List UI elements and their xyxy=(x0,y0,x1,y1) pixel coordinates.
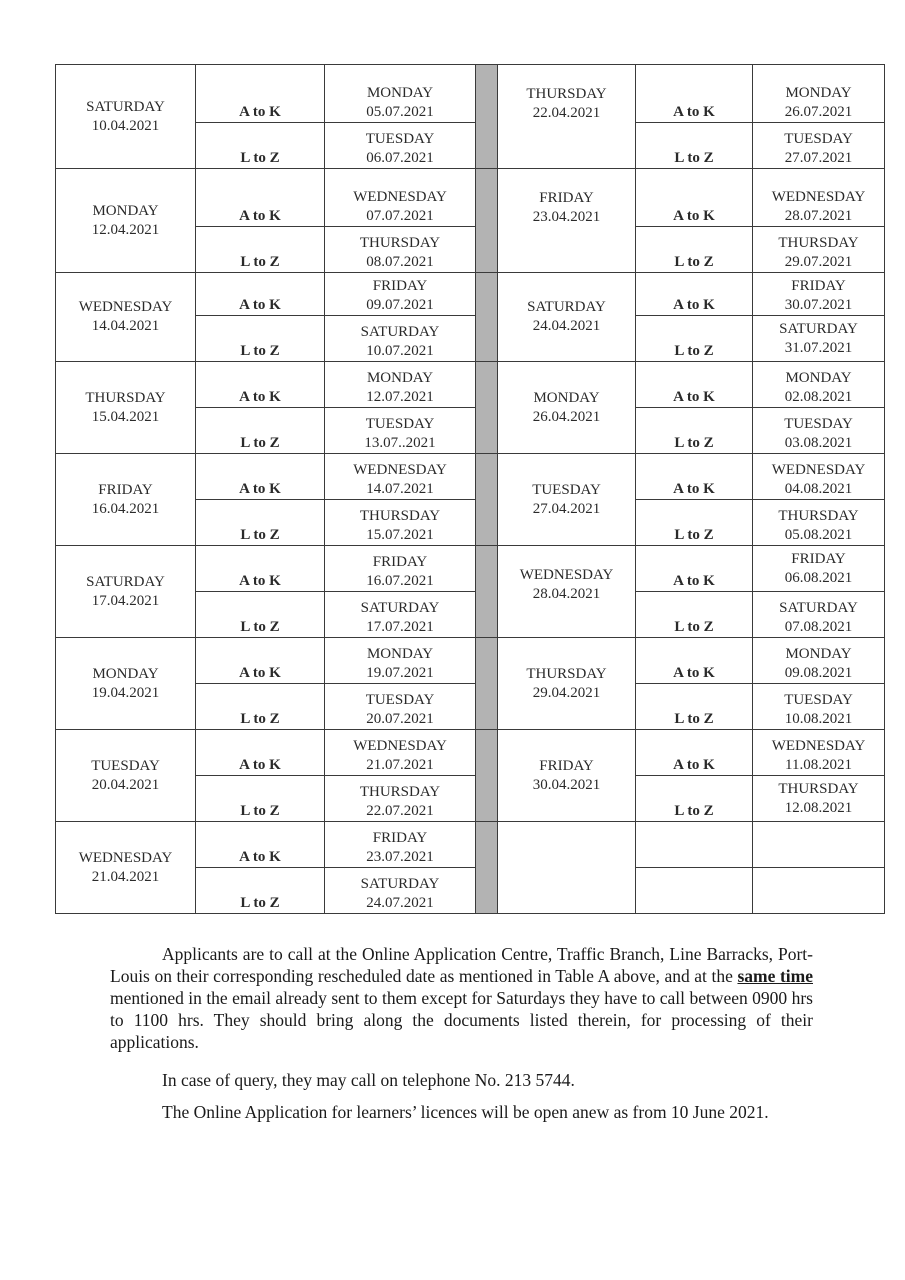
applicant-group-cell: A to K xyxy=(636,546,753,592)
applicant-group-cell: A to K xyxy=(636,638,753,684)
applicant-group-cell: L to Z xyxy=(196,684,325,730)
slot-day: TUESDAY xyxy=(91,757,160,774)
slot-date: 05.07.2021 xyxy=(366,104,434,120)
slot-date: 06.08.2021 xyxy=(784,570,853,586)
slot-date: 15.04.2021 xyxy=(91,408,160,425)
slot-day: FRIDAY xyxy=(539,757,594,774)
original-date-cell xyxy=(56,273,196,362)
rescheduled-date-cell xyxy=(753,684,885,730)
column-separator xyxy=(476,730,498,822)
column-separator xyxy=(476,454,498,546)
rescheduled-date-cell xyxy=(753,546,885,592)
slot-day: FRIDAY xyxy=(791,551,846,567)
slot-day: WEDNESDAY xyxy=(353,738,447,754)
slot-date: 29.07.2021 xyxy=(784,254,853,270)
original-date-cell xyxy=(56,362,196,454)
rescheduled-date-cell xyxy=(325,362,476,408)
rescheduled-date-cell xyxy=(753,169,885,227)
applicant-group-cell: L to Z xyxy=(196,408,325,454)
slot-date: 12.04.2021 xyxy=(91,221,160,238)
slot-date: 02.08.2021 xyxy=(784,389,853,405)
applicant-group-cell: L to Z xyxy=(196,592,325,638)
slot-date: 23.04.2021 xyxy=(532,209,601,225)
rescheduled-date-cell xyxy=(753,227,885,273)
slot-date: 03.08.2021 xyxy=(784,435,853,451)
schedule-row xyxy=(56,65,885,123)
slot-day: FRIDAY xyxy=(98,481,153,498)
applicant-group-cell: L to Z xyxy=(636,684,753,730)
slot-day: WEDNESDAY xyxy=(771,738,866,754)
slot-date: 19.07.2021 xyxy=(366,665,434,681)
rescheduled-date-cell xyxy=(753,776,885,822)
applicant-group-cell: L to Z xyxy=(196,776,325,822)
empty-cell xyxy=(636,868,753,914)
applicant-group-cell: L to Z xyxy=(636,227,753,273)
slot-day: THURSDAY xyxy=(359,508,441,524)
slot-day: MONDAY xyxy=(533,389,600,406)
slot-day: TUESDAY xyxy=(365,416,435,432)
slot-day: SATURDAY xyxy=(360,600,440,616)
rescheduled-date-cell xyxy=(325,730,476,776)
slot-date: 09.07.2021 xyxy=(366,297,434,313)
original-date-cell xyxy=(56,169,196,273)
applicant-group-cell: L to Z xyxy=(636,123,753,169)
slot-date: 19.04.2021 xyxy=(91,684,160,701)
rescheduled-date-cell xyxy=(325,638,476,684)
applicant-group-cell: A to K xyxy=(636,730,753,776)
query-paragraph xyxy=(110,1069,813,1091)
rescheduled-date-cell xyxy=(753,362,885,408)
slot-day: WEDNESDAY xyxy=(353,189,447,205)
applicant-group-cell: A to K xyxy=(196,169,325,227)
slot-date: 24.04.2021 xyxy=(532,318,601,334)
slot-day: SATURDAY xyxy=(360,876,440,892)
slot-day: TUESDAY xyxy=(532,481,601,498)
slot-day: MONDAY xyxy=(785,85,852,101)
applicant-group-cell: L to Z xyxy=(636,592,753,638)
rescheduled-date-cell xyxy=(325,868,476,914)
instructions-text-a: Applicants are to call at the Online Application Centre, Traffic Branch, Line Barracks, Port-Louis on their corresponding rescheduled date as mentioned in Table A above, and at the xyxy=(110,944,813,986)
slot-day: THURSDAY xyxy=(526,665,607,682)
slot-date: 06.07.2021 xyxy=(366,150,434,166)
rescheduled-date-cell xyxy=(325,316,476,362)
slot-date: 04.08.2021 xyxy=(784,481,853,497)
schedule-row xyxy=(56,638,885,684)
instructions-paragraph xyxy=(110,943,813,1053)
applicant-group-cell: A to K xyxy=(196,65,325,123)
slot-date: 20.07.2021 xyxy=(366,711,434,727)
slot-date: 16.07.2021 xyxy=(366,573,434,589)
empty-cell xyxy=(753,822,885,868)
rescheduled-date-cell xyxy=(325,500,476,546)
slot-day: WEDNESDAY xyxy=(353,462,447,478)
empty-cell xyxy=(636,822,753,868)
applicant-group-cell: A to K xyxy=(636,65,753,123)
applicant-group-cell: A to K xyxy=(196,273,325,316)
empty-cell xyxy=(498,822,636,914)
applicant-group-cell: A to K xyxy=(636,273,753,316)
slot-date: 17.07.2021 xyxy=(366,619,434,635)
slot-day: FRIDAY xyxy=(791,278,846,294)
slot-day: THURSDAY xyxy=(85,389,166,406)
slot-date: 21.04.2021 xyxy=(91,868,160,885)
slot-day: MONDAY xyxy=(366,85,434,101)
slot-date: 28.07.2021 xyxy=(784,208,853,224)
schedule-row xyxy=(56,362,885,408)
column-separator xyxy=(476,273,498,362)
original-date-cell xyxy=(498,65,636,169)
slot-date: 30.07.2021 xyxy=(784,297,853,313)
slot-date: 07.08.2021 xyxy=(784,619,853,635)
column-separator xyxy=(476,65,498,169)
rescheduled-date-cell xyxy=(325,273,476,316)
slot-date: 27.07.2021 xyxy=(784,150,853,166)
original-date-cell xyxy=(498,169,636,273)
schedule-row xyxy=(56,546,885,592)
applicant-group-cell: L to Z xyxy=(196,123,325,169)
slot-day: WEDNESDAY xyxy=(771,189,866,205)
slot-day: SATURDAY xyxy=(86,573,165,590)
rescheduled-date-cell xyxy=(753,500,885,546)
slot-date: 05.08.2021 xyxy=(784,527,853,543)
slot-day: TUESDAY xyxy=(784,692,853,708)
applicant-group-cell: A to K xyxy=(196,362,325,408)
slot-date: 27.04.2021 xyxy=(532,500,601,517)
slot-day: SATURDAY xyxy=(779,600,858,616)
rescheduled-date-cell xyxy=(325,546,476,592)
original-date-cell xyxy=(498,454,636,546)
rescheduled-date-cell xyxy=(753,638,885,684)
slot-day: WEDNESDAY xyxy=(78,849,173,866)
applicant-group-cell: A to K xyxy=(196,546,325,592)
slot-day: FRIDAY xyxy=(372,554,428,570)
slot-date: 22.07.2021 xyxy=(366,803,434,819)
applicant-group-cell: A to K xyxy=(196,454,325,500)
rescheduled-date-cell xyxy=(325,169,476,227)
slot-day: FRIDAY xyxy=(372,278,428,294)
rescheduled-date-cell xyxy=(325,776,476,822)
slot-date: 13.07..2021 xyxy=(364,435,436,451)
same-time-emphasis: same time xyxy=(737,966,813,986)
slot-day: SATURDAY xyxy=(779,321,858,337)
slot-day: THURSDAY xyxy=(359,784,441,800)
slot-date: 14.07.2021 xyxy=(366,481,434,497)
schedule-row xyxy=(56,454,885,500)
slot-date: 24.07.2021 xyxy=(366,895,434,911)
rescheduled-date-cell xyxy=(325,408,476,454)
slot-date: 07.07.2021 xyxy=(366,208,434,224)
slot-date: 12.08.2021 xyxy=(784,800,853,816)
slot-date: 12.07.2021 xyxy=(366,389,434,405)
applicant-group-cell: A to K xyxy=(636,169,753,227)
slot-date: 23.07.2021 xyxy=(366,849,434,865)
schedule-row xyxy=(56,169,885,227)
applicant-group-cell: A to K xyxy=(636,454,753,500)
slot-day: TUESDAY xyxy=(365,131,435,147)
slot-date: 17.04.2021 xyxy=(91,592,160,609)
applicant-group-cell: A to K xyxy=(196,730,325,776)
column-separator xyxy=(476,822,498,914)
slot-date: 30.04.2021 xyxy=(532,776,601,793)
slot-date: 10.08.2021 xyxy=(784,711,853,727)
applicant-group-cell: L to Z xyxy=(636,776,753,822)
column-separator xyxy=(476,546,498,638)
schedule-row xyxy=(56,273,885,316)
reopen-paragraph xyxy=(110,1101,813,1123)
slot-day: SATURDAY xyxy=(86,98,165,115)
slot-day: THURSDAY xyxy=(778,781,859,797)
slot-day: TUESDAY xyxy=(784,131,853,147)
slot-day: MONDAY xyxy=(785,646,852,662)
original-date-cell xyxy=(56,65,196,169)
original-date-cell xyxy=(498,730,636,822)
slot-date: 20.04.2021 xyxy=(91,776,160,793)
query-text: In case of query, they may call on telephone No. 213 5744. xyxy=(162,1070,575,1090)
slot-day: TUESDAY xyxy=(365,692,435,708)
original-date-cell xyxy=(56,454,196,546)
slot-day: MONDAY xyxy=(92,665,159,682)
slot-date: 15.07.2021 xyxy=(366,527,434,543)
slot-day: THURSDAY xyxy=(778,508,859,524)
applicant-group-cell: L to Z xyxy=(196,500,325,546)
rescheduled-date-cell xyxy=(325,123,476,169)
slot-day: SATURDAY xyxy=(360,324,440,340)
slot-day: MONDAY xyxy=(785,370,852,386)
applicant-group-cell: L to Z xyxy=(636,408,753,454)
slot-day: SATURDAY xyxy=(527,299,606,315)
rescheduled-date-cell xyxy=(325,65,476,123)
slot-date: 31.07.2021 xyxy=(784,340,853,356)
rescheduled-date-cell xyxy=(325,592,476,638)
column-separator xyxy=(476,169,498,273)
applicant-group-cell: A to K xyxy=(636,362,753,408)
rescheduled-date-cell xyxy=(753,273,885,316)
empty-cell xyxy=(753,868,885,914)
slot-day: FRIDAY xyxy=(539,190,594,206)
rescheduled-date-cell xyxy=(753,592,885,638)
slot-date: 09.08.2021 xyxy=(784,665,853,681)
slot-day: WEDNESDAY xyxy=(78,299,173,315)
slot-date: 16.04.2021 xyxy=(91,500,160,517)
schedule-row xyxy=(56,730,885,776)
slot-day: THURSDAY xyxy=(778,235,859,251)
slot-date: 22.04.2021 xyxy=(532,105,601,121)
original-date-cell xyxy=(498,546,636,638)
slot-date: 11.08.2021 xyxy=(785,757,852,773)
original-date-cell xyxy=(498,273,636,362)
slot-day: FRIDAY xyxy=(372,830,428,846)
original-date-cell xyxy=(498,638,636,730)
instructions-text-b: mentioned in the email already sent to them except for Saturdays they have to call between 0900 hrs to 1100 hrs. They should bring along the documents listed therein, for processing of their applications. xyxy=(110,988,813,1052)
slot-date: 10.04.2021 xyxy=(91,117,160,134)
applicant-group-cell: A to K xyxy=(196,822,325,868)
reopen-text: The Online Application for learners’ licences will be open anew as from 10 June 2021. xyxy=(162,1102,769,1122)
rescheduled-date-cell xyxy=(753,454,885,500)
rescheduled-date-cell xyxy=(753,316,885,362)
applicant-group-cell: L to Z xyxy=(636,316,753,362)
slot-date: 21.07.2021 xyxy=(366,757,434,773)
slot-day: MONDAY xyxy=(366,646,434,662)
rescheduled-date-cell xyxy=(325,822,476,868)
rescheduled-date-cell xyxy=(753,123,885,169)
rescheduled-date-cell xyxy=(753,65,885,123)
original-date-cell xyxy=(56,546,196,638)
slot-date: 14.04.2021 xyxy=(91,318,160,334)
schedule-table xyxy=(55,64,885,914)
slot-day: THURSDAY xyxy=(526,86,607,102)
applicant-group-cell: L to Z xyxy=(636,500,753,546)
schedule-row xyxy=(56,822,885,868)
rescheduled-date-cell xyxy=(325,684,476,730)
original-date-cell xyxy=(498,362,636,454)
slot-day: THURSDAY xyxy=(359,235,441,251)
slot-day: TUESDAY xyxy=(784,416,853,432)
applicant-group-cell: A to K xyxy=(196,638,325,684)
rescheduled-date-cell xyxy=(325,227,476,273)
column-separator xyxy=(476,638,498,730)
slot-date: 26.04.2021 xyxy=(532,408,601,425)
original-date-cell xyxy=(56,638,196,730)
original-date-cell xyxy=(56,822,196,914)
slot-date: 10.07.2021 xyxy=(366,343,434,359)
applicant-group-cell: L to Z xyxy=(196,316,325,362)
slot-date: 29.04.2021 xyxy=(532,684,601,701)
slot-day: MONDAY xyxy=(366,370,434,386)
slot-day: MONDAY xyxy=(92,202,159,219)
applicant-group-cell: L to Z xyxy=(196,868,325,914)
applicant-group-cell: L to Z xyxy=(196,227,325,273)
slot-date: 08.07.2021 xyxy=(366,254,434,270)
column-separator xyxy=(476,362,498,454)
slot-day: WEDNESDAY xyxy=(771,462,866,478)
slot-day: WEDNESDAY xyxy=(519,567,614,583)
original-date-cell xyxy=(56,730,196,822)
slot-date: 28.04.2021 xyxy=(532,586,601,602)
rescheduled-date-cell xyxy=(325,454,476,500)
rescheduled-date-cell xyxy=(753,408,885,454)
schedule-body xyxy=(56,65,885,914)
slot-date: 26.07.2021 xyxy=(784,104,853,120)
rescheduled-date-cell xyxy=(753,730,885,776)
